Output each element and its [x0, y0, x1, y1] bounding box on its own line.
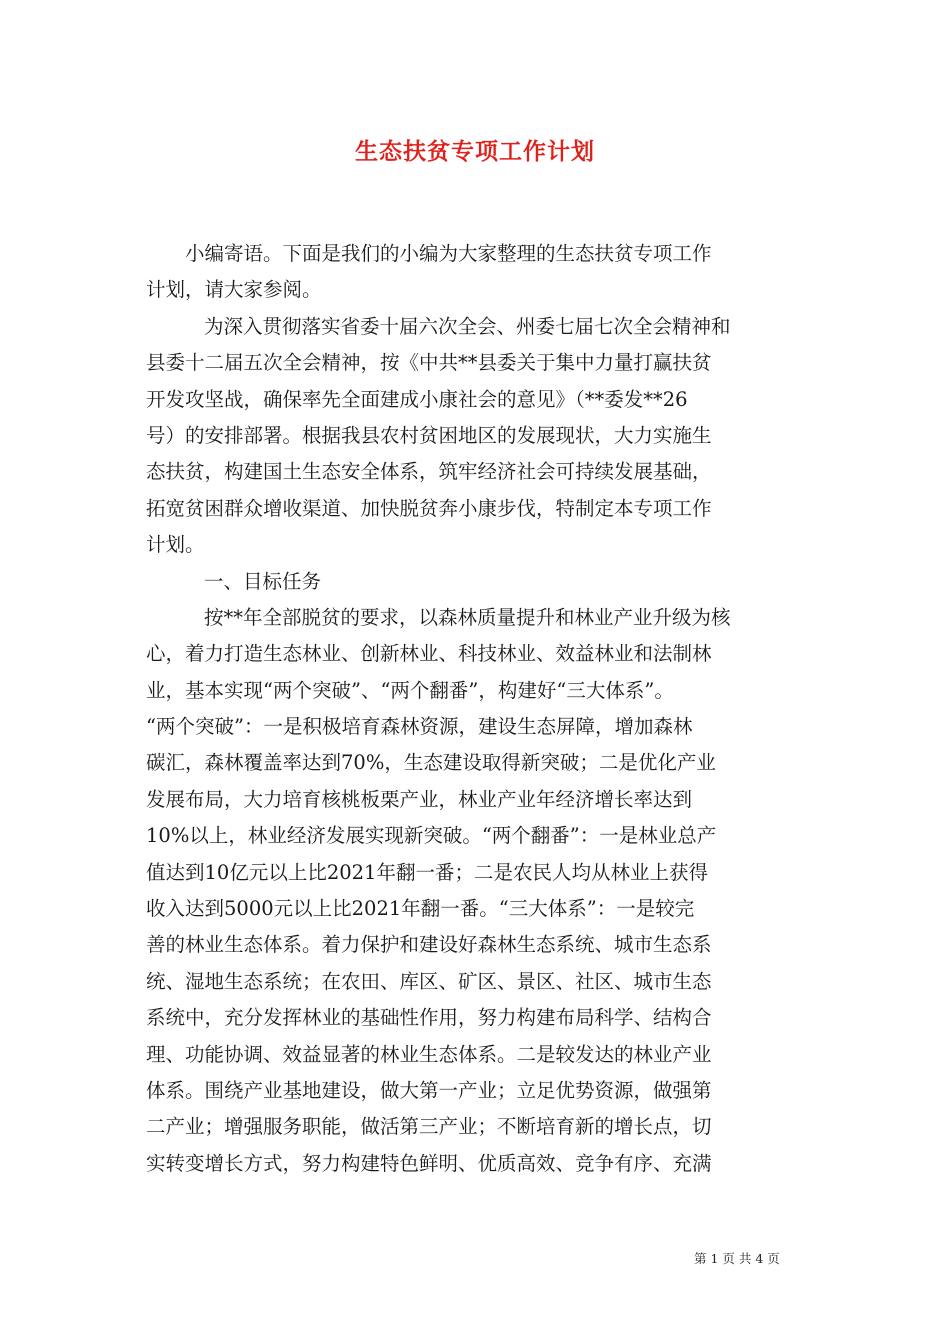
- document-title: 生态扶贫专项工作计划: [355, 138, 595, 165]
- paragraph-line: 值达到10亿元以上比2021年翻一番；二是农民人均从林业上获得: [146, 860, 708, 884]
- paragraph-line: 拓宽贫困群众增收渠道、加快脱贫奔小康步伐，特制定本专项工作: [146, 496, 712, 520]
- paragraph-line: 体系。围绕产业基地建设，做大第一产业；立足优势资源，做强第: [146, 1078, 712, 1102]
- section-heading: 一、目标任务: [204, 569, 322, 593]
- paragraph-line: 理、功能协调、效益显著的林业生态体系。二是较发达的林业产业: [146, 1042, 712, 1066]
- paragraph-line: 系统中，充分发挥林业的基础性作用，努力构建布局科学、结构合: [146, 1006, 712, 1030]
- paragraph-line: 小编寄语。下面是我们的小编为大家整理的生态扶贫专项工作: [185, 242, 712, 265]
- paragraph-line: 开发攻坚战，确保率先全面建成小康社会的意见》（**委发**26: [146, 387, 688, 411]
- paragraph-line: 二产业；增强服务职能，做活第三产业；不断培育新的增长点，切: [146, 1115, 712, 1139]
- paragraph-line: 碳汇，森林覆盖率达到70%，生态建设取得新突破；二是优化产业: [146, 751, 716, 775]
- paragraph-line: 收入达到5000元以上比2021年翻一番。“三大体系”：一是较完: [146, 897, 695, 921]
- paragraph-line: 10%以上，林业经济发展实现新突破。“两个翻番”：一是林业总产: [146, 824, 717, 848]
- paragraph-line: “两个突破”：一是积极培育森林资源，建设生态屏障，增加森林: [146, 715, 693, 739]
- document-body: [146, 236, 814, 1182]
- paragraph-line: 善的林业生态体系。着力保护和建设好森林生态系统、城市生态系: [146, 933, 712, 957]
- paragraph-line: 发展布局，大力培育核桃板栗产业，林业产业年经济增长率达到: [146, 787, 693, 811]
- paragraph-line: 实转变增长方式，努力构建特色鲜明、优质高效、竞争有序、充满: [146, 1151, 712, 1175]
- paragraph-line: 统、湿地生态系统；在农田、库区、矿区、景区、社区、城市生态: [146, 969, 712, 993]
- paragraph-line: 计划。: [146, 533, 205, 557]
- paragraph-line: 按**年全部脱贫的要求，以森林质量提升和林业产业升级为核: [204, 605, 731, 629]
- paragraph-line: 态扶贫，构建国土生态安全体系，筑牢经济社会可持续发展基础，: [146, 460, 712, 484]
- paragraph-line: 县委十二届五次全会精神，按《中共**县委关于集中力量打赢扶贫: [146, 351, 712, 375]
- paragraph-line: 为深入贯彻落实省委十届六次全会、州委七届七次全会精神和: [204, 314, 731, 338]
- paragraph-line: 号）的安排部署。根据我县农村贫困地区的发展现状，大力实施生: [146, 423, 712, 447]
- paragraph-line: 心，着力打造生态林业、创新林业、科技林业、效益林业和法制林: [146, 642, 712, 666]
- page-number: 第 1 页 共 4 页: [694, 1251, 780, 1266]
- paragraph-line: 计划，请大家参阅。: [146, 278, 322, 302]
- paragraph-line: 业，基本实现“两个突破”、“两个翻番”，构建好“三大体系”。: [146, 678, 674, 702]
